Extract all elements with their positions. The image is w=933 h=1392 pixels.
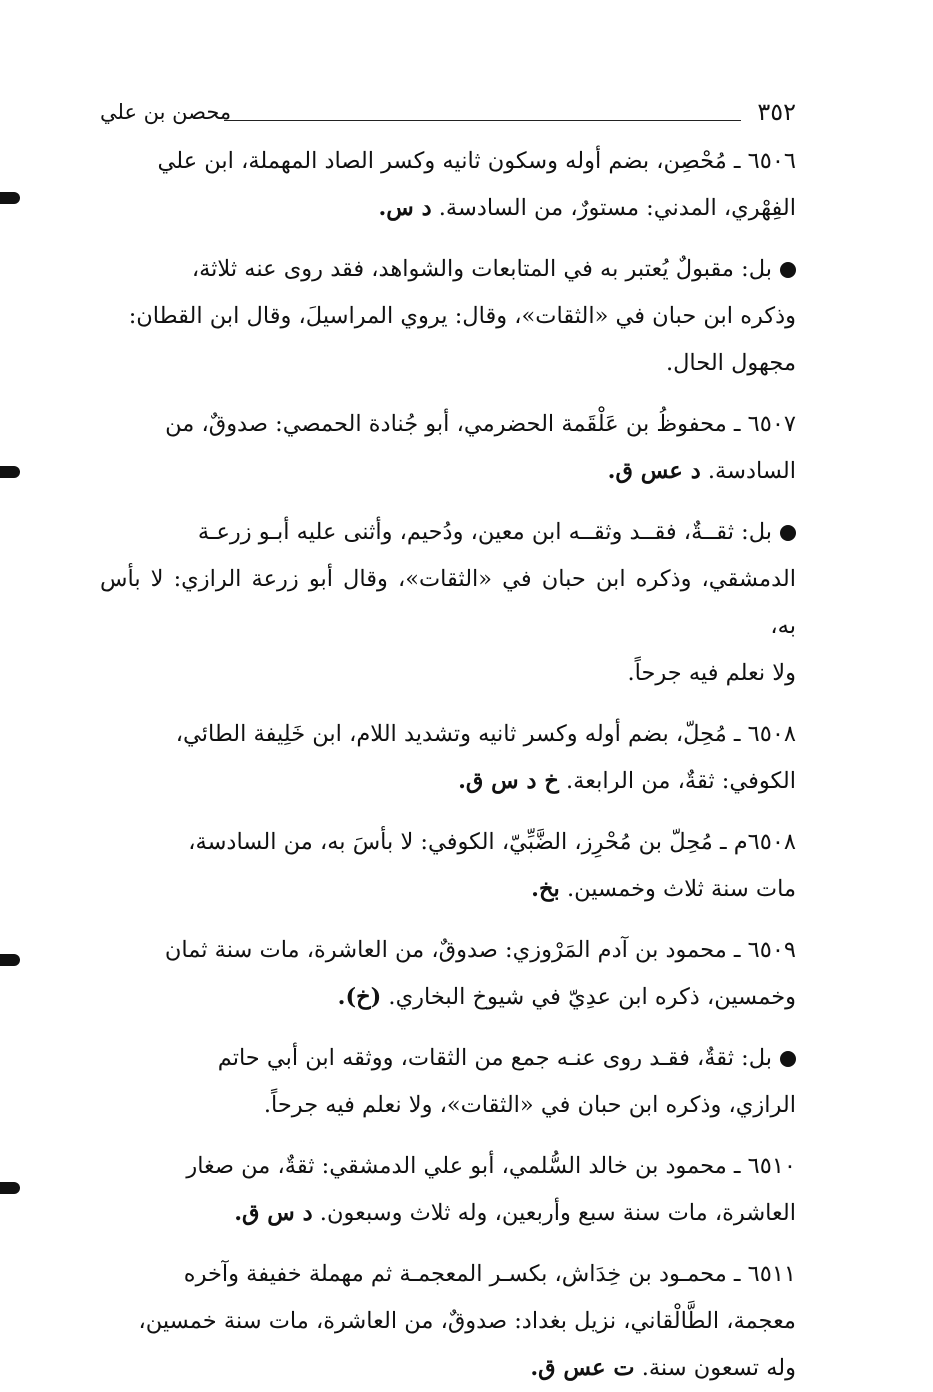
source-codes: خ د س ق. [458, 768, 559, 794]
entry-line: بل: مقبولٌ يُعتبر به في المتابعات والشواهد، فقد روى عنه ثلاثة، [191, 256, 772, 282]
commentary-entry [100, 246, 796, 387]
entry-line: ٦٥١١ ـ محمـود بن خِدَاش، بكسـر المعجمـة ثم مهملة خفيفة وآخره [183, 1261, 796, 1287]
source-codes: ت عس ق. [530, 1355, 635, 1381]
biography-entry [100, 401, 796, 495]
running-head [100, 98, 796, 128]
header-rule [224, 120, 741, 121]
commentary-entry [100, 509, 796, 697]
entry-line: العاشرة، مات سنة سبع وأربعين، وله ثلاث وسبعون. [319, 1200, 796, 1226]
entry-line: ٦٥٠٦ ـ مُحْصِن، بضم أوله وسكون ثانيه وكسر الصاد المهملة، ابن علي [157, 148, 796, 174]
entry-line: ٦٥٠٨م ـ مُحِلّ بن مُحْرِز، الضَّبِّيّ، الكوفي: لا بأسَ به، من السادسة، [188, 829, 796, 855]
margin-mark [0, 954, 20, 966]
entry-line: وذكره ابن حبان في «الثقات»، وقال: يروي المراسيلَ، وقال ابن القطان: [128, 303, 796, 329]
entry-line: الفِهْري، المدني: مستورٌ، من السادسة. [438, 195, 796, 221]
bullet-icon [780, 525, 796, 541]
entries-column [100, 138, 796, 1392]
biography-entry [100, 138, 796, 232]
entry-line: ٦٥٠٩ ـ محمود بن آدم المَرْوزي: صدوقٌ، من العاشرة، مات سنة ثمان [164, 937, 796, 963]
source-codes: د س ق. [234, 1200, 313, 1226]
margin-mark [0, 192, 20, 204]
entry-line: ٦٥٠٧ ـ محفوظُ بن عَلْقَمة الحضرمي، أبو جُنادة الحمصي: صدوقٌ، من [165, 411, 796, 437]
biography-entry [100, 1143, 796, 1237]
running-title: محصن بن علي [100, 100, 232, 124]
entry-line: ولا نعلم فيه جرحاً. [627, 660, 796, 686]
entry-line: بل: ثقةٌ، فقـد روى عنـه جمع من الثقات، ووثقه ابن أبي حاتم [217, 1045, 772, 1071]
source-codes: (خ). [337, 984, 382, 1010]
entry-line: مجهول الحال. [665, 350, 796, 376]
entry-line: بل: ثقــةٌ، فقــد وثقــه ابن معين، ودُحيم، وأثنى عليه أبـو زرعـة [197, 519, 772, 545]
entry-line: وله تسعون سنة. [641, 1355, 796, 1381]
biography-entry [100, 711, 796, 805]
source-codes: د س. [378, 195, 432, 221]
entry-line: الدمشقي، وذكره ابن حبان في «الثقات»، وقال أبو زرعة الرازي: لا بأس به، [100, 566, 796, 639]
bullet-icon [780, 1051, 796, 1067]
biography-entry [100, 1251, 796, 1392]
entry-line: معجمة، الطَّالْقاني، نزيل بغداد: صدوقٌ، من العاشرة، مات سنة خمسين، [138, 1308, 796, 1334]
entry-line: الكوفي: ثقةٌ، من الرابعة. [566, 768, 796, 794]
entry-line: السادسة. [707, 458, 796, 484]
entry-line: ٦٥٠٨ ـ مُحِلّ، بضم أوله وكسر ثانيه وتشديد اللام، ابن خَلِيفة الطائي، [175, 721, 796, 747]
source-codes: بخ. [531, 876, 560, 902]
page-number: ٣٥٢ [757, 98, 796, 126]
bullet-icon [780, 262, 796, 278]
entry-line: وخمسين، ذكره ابن عدِيّ في شيوخ البخاري. [388, 984, 796, 1010]
margin-mark [0, 1182, 20, 1194]
entry-line: الرازي، وذكره ابن حبان في «الثقات»، ولا نعلم فيه جرحاً. [263, 1092, 796, 1118]
entry-line: ٦٥١٠ ـ محمود بن خالد السُّلمي، أبو علي الدمشقي: ثقةٌ، من صغار [186, 1153, 796, 1179]
margin-mark [0, 466, 20, 478]
biography-entry [100, 927, 796, 1021]
source-codes: د عس ق. [607, 458, 701, 484]
biography-entry [100, 819, 796, 913]
commentary-entry [100, 1035, 796, 1129]
entry-line: مات سنة ثلاث وخمسين. [566, 876, 796, 902]
